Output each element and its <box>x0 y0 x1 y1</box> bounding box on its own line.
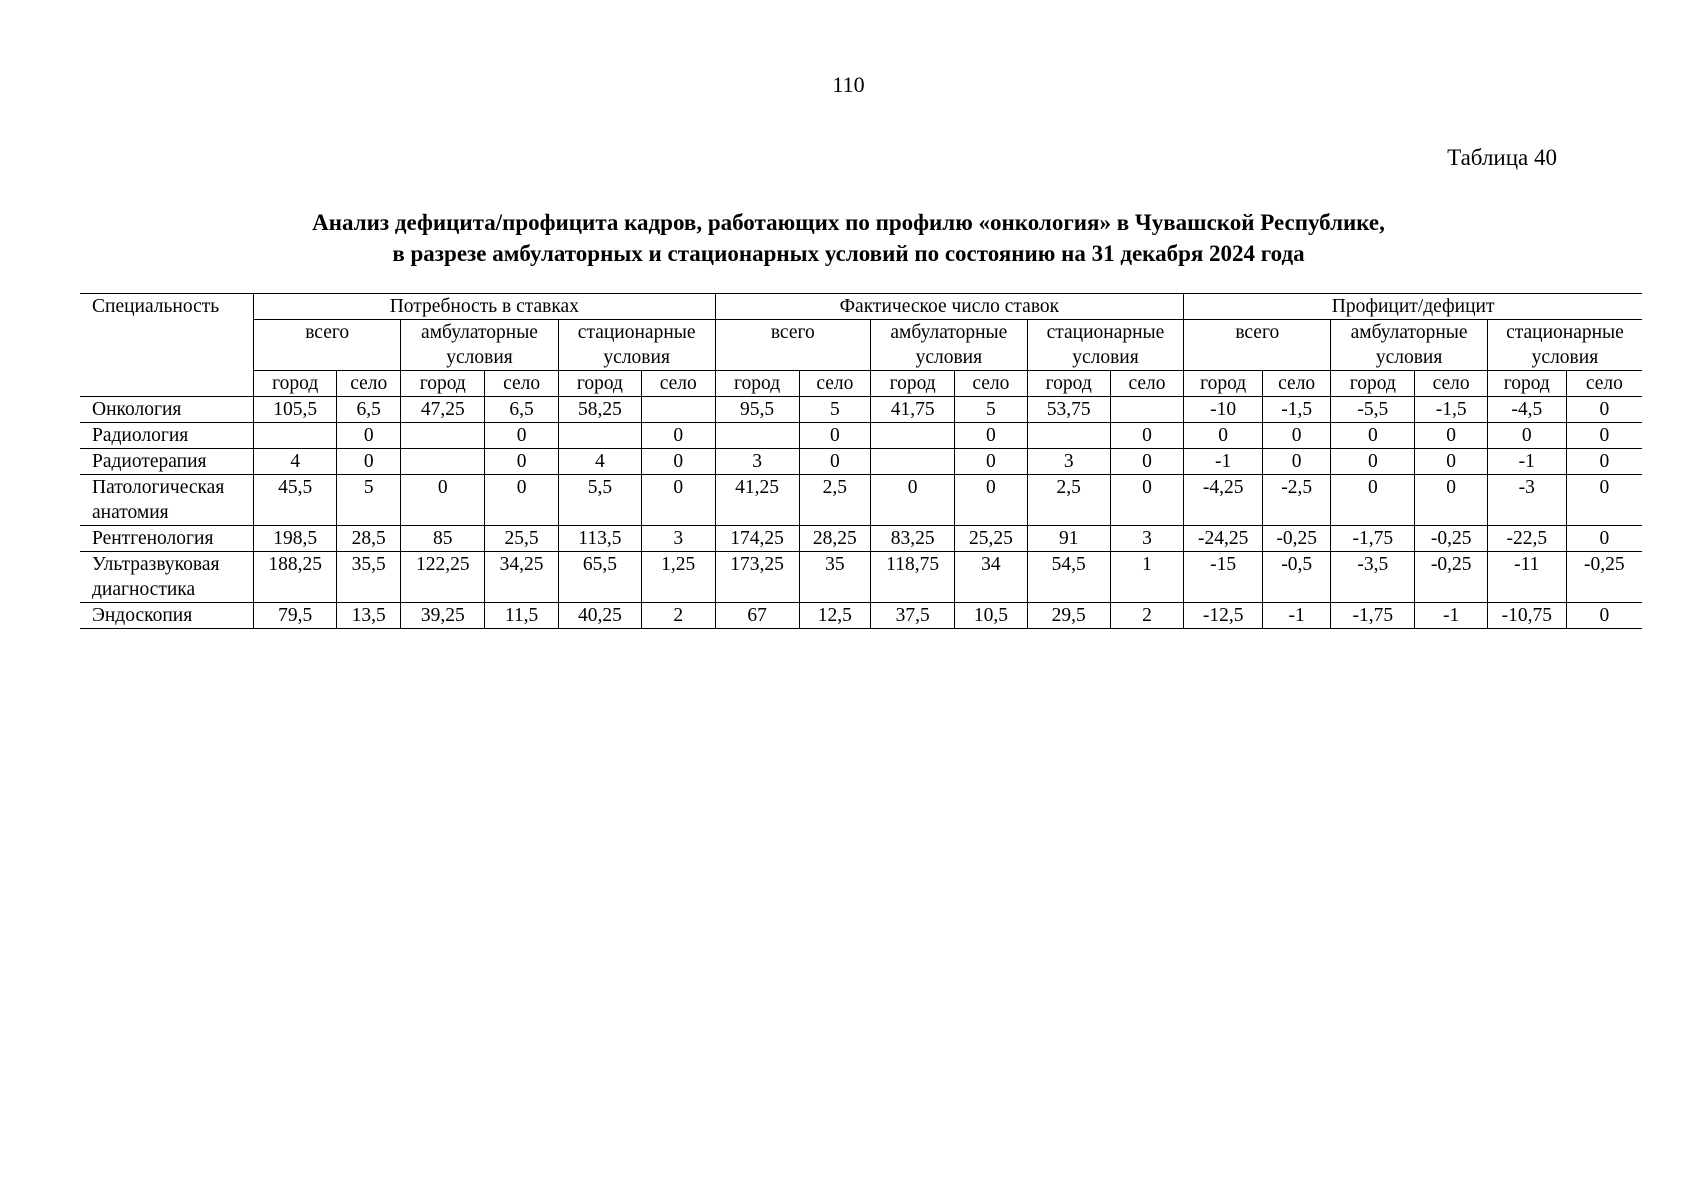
table-cell: 118,75 <box>871 552 955 603</box>
table-cell: 58,25 <box>558 397 641 423</box>
table-cell: 25,25 <box>955 526 1027 552</box>
table-cell: -1,75 <box>1331 526 1415 552</box>
village-header: село <box>485 371 559 397</box>
table-cell: 113,5 <box>558 526 641 552</box>
table-cell: 0 <box>641 475 715 526</box>
table-cell: 2 <box>1110 603 1184 629</box>
village-header: село <box>337 371 401 397</box>
table-cell: 0 <box>1331 449 1415 475</box>
table-cell: 3 <box>1110 526 1184 552</box>
table-cell: 0 <box>1263 423 1331 449</box>
table-cell <box>871 449 955 475</box>
table-cell: 40,25 <box>558 603 641 629</box>
table-cell: -0,5 <box>1263 552 1331 603</box>
table-cell: -0,25 <box>1566 552 1642 603</box>
table-cell: -11 <box>1487 552 1566 603</box>
table-cell: 54,5 <box>1027 552 1110 603</box>
table-cell <box>1027 423 1110 449</box>
subgroup-header-need-total: всего <box>254 320 401 371</box>
village-header: село <box>799 371 870 397</box>
table-cell: -15 <box>1184 552 1263 603</box>
table-cell: 0 <box>1415 423 1487 449</box>
table-cell: -10,75 <box>1487 603 1566 629</box>
table-cell: 0 <box>1566 603 1642 629</box>
subgroup-header-need-outpatient: амбулаторные условия <box>401 320 559 371</box>
table-cell: 0 <box>1110 423 1184 449</box>
table-cell: 4 <box>254 449 337 475</box>
table-cell <box>401 449 485 475</box>
table-cell: -5,5 <box>1331 397 1415 423</box>
table-cell: 5,5 <box>558 475 641 526</box>
table-cell: 0 <box>1331 475 1415 526</box>
city-header: город <box>558 371 641 397</box>
table-cell: 0 <box>337 423 401 449</box>
table-row <box>80 475 1642 526</box>
table-cell: 0 <box>1110 449 1184 475</box>
table-cell: 0 <box>799 423 870 449</box>
table-cell: 0 <box>485 449 559 475</box>
table-cell: 13,5 <box>337 603 401 629</box>
subgroup-header-balance-inpatient: стационарные условия <box>1487 320 1642 371</box>
group-header-actual: Фактическое число ставок <box>715 294 1184 320</box>
table-cell: 85 <box>401 526 485 552</box>
table-cell: 25,5 <box>485 526 559 552</box>
table-cell: 0 <box>1566 475 1642 526</box>
table-cell: 0 <box>955 475 1027 526</box>
table-cell <box>1110 397 1184 423</box>
city-header: город <box>871 371 955 397</box>
table-cell: 65,5 <box>558 552 641 603</box>
table-cell: 2 <box>641 603 715 629</box>
table-cell: 45,5 <box>254 475 337 526</box>
table-cell: -12,5 <box>1184 603 1263 629</box>
table-cell: 37,5 <box>871 603 955 629</box>
city-header: город <box>1027 371 1110 397</box>
table-cell: 10,5 <box>955 603 1027 629</box>
table-cell: 6,5 <box>485 397 559 423</box>
table-cell <box>715 423 799 449</box>
table-cell: 174,25 <box>715 526 799 552</box>
table-cell: 0 <box>1110 475 1184 526</box>
table-cell: 1 <box>1110 552 1184 603</box>
table-cell: -24,25 <box>1184 526 1263 552</box>
table-cell: 0 <box>1263 449 1331 475</box>
table-cell: -1 <box>1415 603 1487 629</box>
table-cell: -3,5 <box>1331 552 1415 603</box>
table-cell: -3 <box>1487 475 1566 526</box>
table-cell: 34 <box>955 552 1027 603</box>
table-cell: -4,5 <box>1487 397 1566 423</box>
table-cell: 0 <box>1415 475 1487 526</box>
table-cell: 47,25 <box>401 397 485 423</box>
table-cell: 188,25 <box>254 552 337 603</box>
table-cell: 6,5 <box>337 397 401 423</box>
table-cell: 3 <box>1027 449 1110 475</box>
table-cell: 0 <box>485 475 559 526</box>
city-header: город <box>401 371 485 397</box>
table-cell: -0,25 <box>1415 526 1487 552</box>
table-cell: 105,5 <box>254 397 337 423</box>
village-header: село <box>1415 371 1487 397</box>
table-cell: 0 <box>641 449 715 475</box>
subgroup-header-actual-outpatient: амбулаторные условия <box>871 320 1028 371</box>
table-cell: -1,75 <box>1331 603 1415 629</box>
table-cell: 0 <box>871 475 955 526</box>
table-cell: 4 <box>558 449 641 475</box>
city-header: город <box>1331 371 1415 397</box>
table-cell: 0 <box>1566 423 1642 449</box>
table-cell: 41,75 <box>871 397 955 423</box>
table-cell: 11,5 <box>485 603 559 629</box>
table-cell: 0 <box>1566 526 1642 552</box>
table-cell: 39,25 <box>401 603 485 629</box>
specialty-name: Радиология <box>80 423 254 449</box>
table-cell: 28,25 <box>799 526 870 552</box>
specialty-header: Специальность <box>80 294 254 397</box>
specialty-name: Рентгенология <box>80 526 254 552</box>
table-cell: -0,25 <box>1415 552 1487 603</box>
table-cell: -2,5 <box>1263 475 1331 526</box>
document-title <box>0 207 1697 269</box>
table-cell: 35,5 <box>337 552 401 603</box>
table-cell: 0 <box>1184 423 1263 449</box>
table-cell: 2,5 <box>1027 475 1110 526</box>
table-cell: 91 <box>1027 526 1110 552</box>
table-cell: 0 <box>1566 449 1642 475</box>
table-cell <box>871 423 955 449</box>
city-header: город <box>1487 371 1566 397</box>
specialty-name: Ультразвуковая диагностика <box>80 552 254 603</box>
table-cell: 29,5 <box>1027 603 1110 629</box>
table-cell: 0 <box>337 449 401 475</box>
city-header: город <box>715 371 799 397</box>
specialty-name: Эндоскопия <box>80 603 254 629</box>
table-row <box>80 397 1642 423</box>
table-cell: 3 <box>715 449 799 475</box>
table-cell: 3 <box>641 526 715 552</box>
table-cell: 0 <box>1566 397 1642 423</box>
village-header: село <box>955 371 1027 397</box>
title-line-2: в разрезе амбулаторных и стационарных условий по состоянию на 31 декабря 2024 года <box>392 241 1305 266</box>
table-row <box>80 449 1642 475</box>
table-cell: 34,25 <box>485 552 559 603</box>
specialty-name: Радиотерапия <box>80 449 254 475</box>
table-cell: 173,25 <box>715 552 799 603</box>
table-cell: -22,5 <box>1487 526 1566 552</box>
table-cell <box>558 423 641 449</box>
table-cell: 41,25 <box>715 475 799 526</box>
table-cell <box>641 397 715 423</box>
staffing-table <box>80 293 1642 629</box>
table-cell: -0,25 <box>1263 526 1331 552</box>
page-number: 110 <box>832 72 865 97</box>
subgroup-header-actual-inpatient: стационарные условия <box>1027 320 1184 371</box>
table-cell: -10 <box>1184 397 1263 423</box>
table-cell: -1,5 <box>1263 397 1331 423</box>
table-cell: 28,5 <box>337 526 401 552</box>
table-cell: 5 <box>955 397 1027 423</box>
subgroup-header-actual-total: всего <box>715 320 871 371</box>
table-label: Таблица 40 <box>1447 145 1557 170</box>
table-row <box>80 603 1642 629</box>
table-cell: 83,25 <box>871 526 955 552</box>
village-header: село <box>1566 371 1642 397</box>
table-cell: 2,5 <box>799 475 870 526</box>
table-cell: 0 <box>485 423 559 449</box>
table-cell: 122,25 <box>401 552 485 603</box>
specialty-name: Онкология <box>80 397 254 423</box>
village-header: село <box>641 371 715 397</box>
table-cell: 0 <box>1487 423 1566 449</box>
table-cell: 67 <box>715 603 799 629</box>
table-cell: 0 <box>955 423 1027 449</box>
table-cell: -1 <box>1184 449 1263 475</box>
table-row <box>80 526 1642 552</box>
village-header: село <box>1263 371 1331 397</box>
table-cell: -1 <box>1487 449 1566 475</box>
table-row <box>80 423 1642 449</box>
title-line-1: Анализ дефицита/профицита кадров, работающих по профилю «онкология» в Чувашской Республике, <box>312 210 1385 235</box>
city-header: город <box>1184 371 1263 397</box>
subgroup-header-balance-outpatient: амбулаторные условия <box>1331 320 1488 371</box>
village-header: село <box>1110 371 1184 397</box>
table-cell: 5 <box>337 475 401 526</box>
table-cell: 1,25 <box>641 552 715 603</box>
table-cell: 0 <box>1331 423 1415 449</box>
group-header-need: Потребность в ставках <box>254 294 715 320</box>
table-cell: 12,5 <box>799 603 870 629</box>
specialty-name: Патологическая анатомия <box>80 475 254 526</box>
table-cell: -1 <box>1263 603 1331 629</box>
table-cell: 95,5 <box>715 397 799 423</box>
subgroup-header-need-inpatient: стационарные условия <box>558 320 715 371</box>
table-cell: 5 <box>799 397 870 423</box>
table-cell: 0 <box>401 475 485 526</box>
table-row <box>80 552 1642 603</box>
table-cell: 53,75 <box>1027 397 1110 423</box>
table-cell: 35 <box>799 552 870 603</box>
table-cell: 0 <box>1415 449 1487 475</box>
table-cell: 79,5 <box>254 603 337 629</box>
table-cell: 198,5 <box>254 526 337 552</box>
table-cell: -4,25 <box>1184 475 1263 526</box>
group-header-balance: Профицит/дефицит <box>1184 294 1642 320</box>
table-cell <box>254 423 337 449</box>
subgroup-header-balance-total: всего <box>1184 320 1331 371</box>
table-cell <box>401 423 485 449</box>
table-cell: 0 <box>799 449 870 475</box>
city-header: город <box>254 371 337 397</box>
table-cell: 0 <box>641 423 715 449</box>
table-cell: 0 <box>955 449 1027 475</box>
table-cell: -1,5 <box>1415 397 1487 423</box>
